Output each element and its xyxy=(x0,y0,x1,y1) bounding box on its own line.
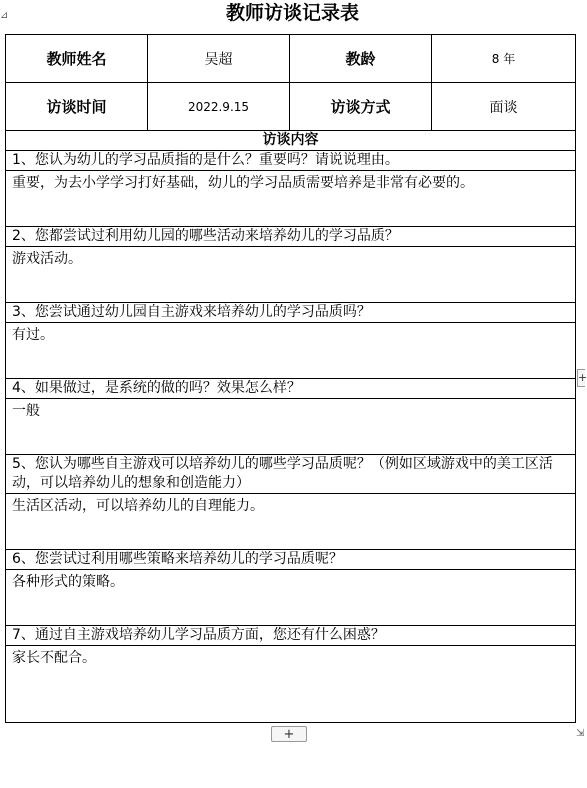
add-column-button[interactable]: + xyxy=(577,369,585,387)
page-title: 教师访谈记录表 xyxy=(225,2,359,24)
interview-method-value[interactable]: 面谈 xyxy=(432,83,576,131)
question-row xyxy=(6,379,576,399)
question-6[interactable]: 6、您尝试过利用哪些策略来培养幼儿的学习品质呢？ xyxy=(6,550,576,570)
header-row-2 xyxy=(6,83,576,131)
interview-time-label: 访谈时间 xyxy=(6,83,148,131)
answer-5[interactable]: 生活区活动，可以培养幼儿的自理能力。 xyxy=(6,494,576,550)
teacher-name-label: 教师姓名 xyxy=(6,35,148,83)
answer-row xyxy=(6,171,576,227)
question-7[interactable]: 7、通过自主游戏培养幼儿学习品质方面，您还有什么困惑？ xyxy=(6,626,576,646)
answer-1[interactable]: 重要，为去小学学习打好基础，幼儿的学习品质需要培养是非常有必要的。 xyxy=(6,171,576,227)
teaching-age-value[interactable]: 8 年 xyxy=(432,35,576,83)
answer-3[interactable]: 有过。 xyxy=(6,323,576,379)
question-row xyxy=(6,151,576,171)
teaching-age-label: 教龄 xyxy=(290,35,432,83)
answer-7[interactable]: 家长不配合。 xyxy=(6,646,576,723)
answer-row xyxy=(6,570,576,626)
answer-row xyxy=(6,399,576,455)
question-2[interactable]: 2、您都尝试过利用幼儿园的哪些活动来培养幼儿的学习品质？ xyxy=(6,227,576,247)
interview-table xyxy=(5,34,576,723)
question-1[interactable]: 1、您认为幼儿的学习品质指的是什么？重要吗？请说说理由。 xyxy=(6,151,576,171)
answer-row xyxy=(6,646,576,723)
answer-row xyxy=(6,323,576,379)
question-4[interactable]: 4、如果做过，是系统的做的吗？效果怎么样？ xyxy=(6,379,576,399)
content-title: 访谈内容 xyxy=(6,131,576,151)
table-move-handle-icon[interactable]: ⊿ xyxy=(0,10,9,21)
question-row xyxy=(6,550,576,570)
question-row xyxy=(6,455,576,494)
table-resize-icon[interactable]: ⇲ xyxy=(576,728,585,739)
answer-row xyxy=(6,494,576,550)
answer-row xyxy=(6,247,576,303)
add-row-button[interactable]: + xyxy=(271,726,307,742)
question-row xyxy=(6,227,576,247)
question-5[interactable]: 5、您认为哪些自主游戏可以培养幼儿的哪些学习品质呢？（例如区域游戏中的美工区活动，可以培养幼儿的想象和创造能力） xyxy=(6,455,576,494)
question-row xyxy=(6,626,576,646)
content-title-row xyxy=(6,131,576,151)
question-row xyxy=(6,303,576,323)
interview-method-label: 访谈方式 xyxy=(290,83,432,131)
interview-time-value[interactable]: 2022.9.15 xyxy=(148,83,290,131)
answer-2[interactable]: 游戏活动。 xyxy=(6,247,576,303)
teacher-name-value[interactable]: 吴超 xyxy=(148,35,290,83)
answer-6[interactable]: 各种形式的策略。 xyxy=(6,570,576,626)
question-3[interactable]: 3、您尝试通过幼儿园自主游戏来培养幼儿的学习品质吗？ xyxy=(6,303,576,323)
header-row-1 xyxy=(6,35,576,83)
answer-4[interactable]: 一般 xyxy=(6,399,576,455)
